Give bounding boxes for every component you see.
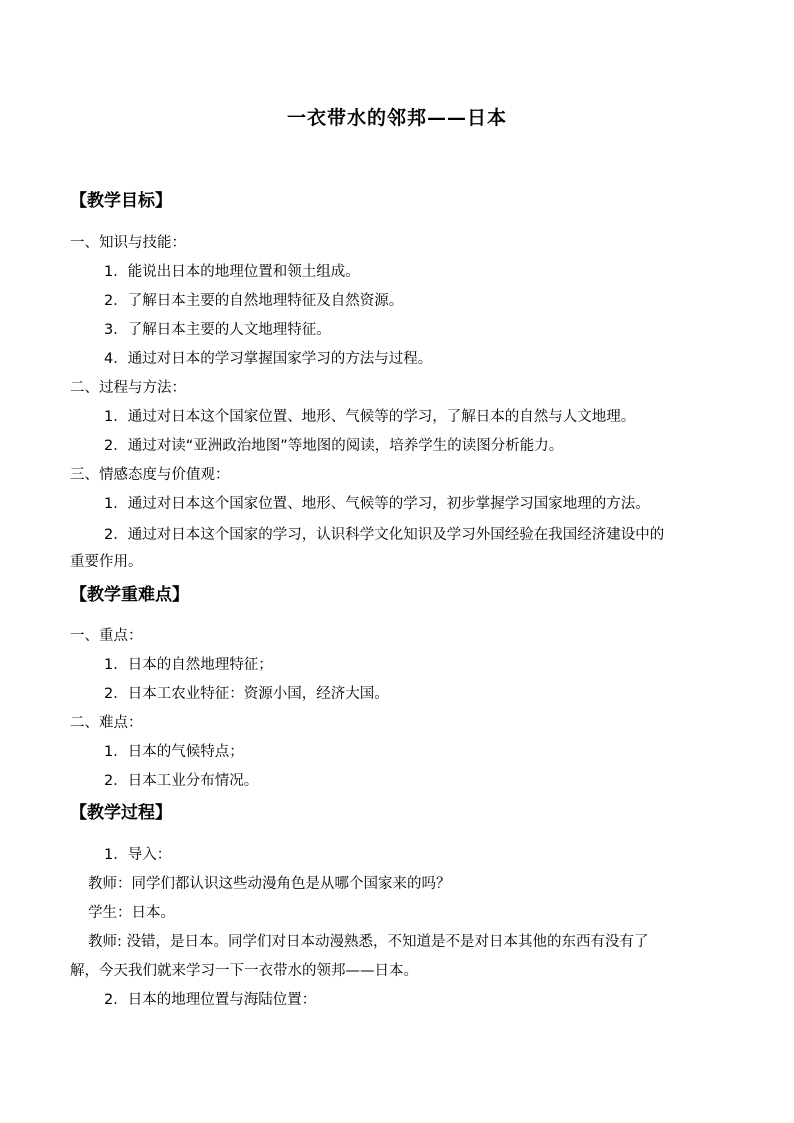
page-title: 一衣带水的邻邦——日本 (286, 107, 507, 129)
list-item: 1．能说出日本的地理位置和领土组成。 (104, 264, 360, 280)
list-item: 1．通过对日本这个国家位置、地形、气候等的学习，初步掌握学习国家地理的方法。 (104, 496, 650, 512)
list-item: 2．日本工农业特征：资源小国，经济大国。 (104, 686, 389, 702)
list-item: 2．日本工业分布情况。 (104, 773, 259, 789)
subsection-label-difficult: 二、难点： (70, 715, 143, 731)
subsection-label-key: 一、重点： (70, 628, 143, 644)
section-heading-goals: 【教学目标】 (70, 191, 172, 211)
subsection-label-knowledge: 一、知识与技能： (70, 235, 186, 251)
paragraph-line: 解，今天我们就来学习一下一衣带水的领邦——日本。 (70, 963, 418, 979)
list-item: 3．了解日本主要的人文地理特征。 (104, 322, 331, 338)
list-item: 1．通过对日本这个国家位置、地形、气候等的学习，了解日本的自然与人文地理。 (104, 409, 636, 425)
subsection-label-process: 二、过程与方法： (70, 380, 186, 396)
list-item: 2．通过对读“亚洲政治地图”等地图的阅读，培养学生的读图分析能力。 (104, 438, 564, 454)
list-item: 2．了解日本主要的自然地理特征及自然资源。 (104, 293, 404, 309)
list-item: 1．日本的气候特点； (104, 744, 244, 760)
list-item: 4．通过对日本的学习掌握国家学习的方法与过程。 (104, 351, 433, 367)
paragraph-line: 2．日本的地理位置与海陆位置： (104, 992, 317, 1008)
list-item: 1．日本的自然地理特征； (104, 657, 273, 673)
section-heading-key-points: 【教学重难点】 (70, 585, 189, 605)
list-item-continuation: 重要作用。 (70, 554, 143, 570)
list-item: 2．通过对日本这个国家的学习，认识科学文化知识及学习外国经验在我国经济建设中的 (104, 527, 665, 543)
section-heading-process: 【教学过程】 (70, 803, 172, 823)
paragraph-line: 教师：同学们都认识这些动漫角色是从哪个国家来的吗？ (88, 876, 451, 892)
paragraph-line: 学生：日本。 (88, 905, 175, 921)
paragraph-line: 教师: 没错，是日本。同学们对日本动漫熟悉，不知道是不是对日本其他的东西有没有了 (88, 934, 649, 950)
paragraph-line: 1．导入： (104, 847, 172, 863)
subsection-label-attitude: 三、情感态度与价值观： (70, 467, 230, 483)
